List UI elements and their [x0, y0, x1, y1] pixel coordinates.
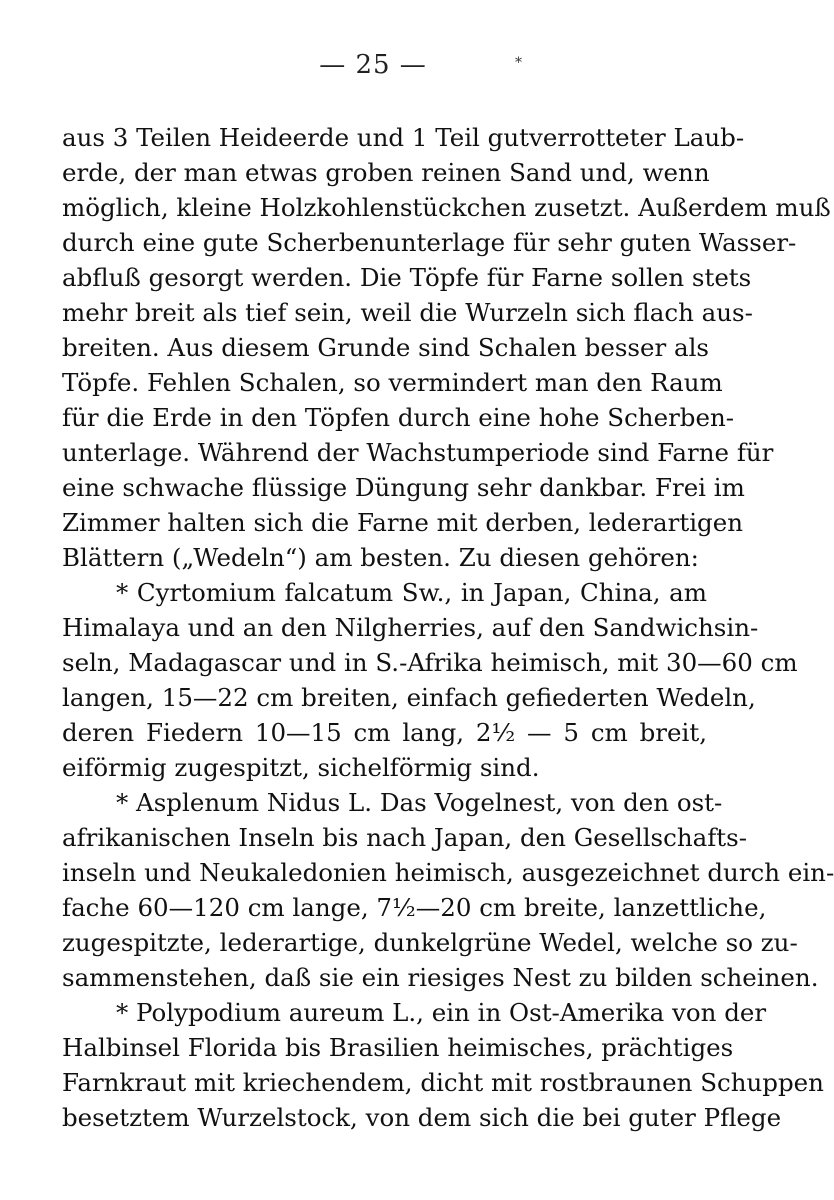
text-line: unterlage. Während der Wachstumperiode sind Farne für	[62, 438, 774, 467]
text-line: Zimmer halten sich die Farne mit derben, lederartigen	[62, 508, 743, 537]
text-line: fache 60—120 cm lange, 7½—20 cm breite, lanzettliche,	[62, 893, 767, 922]
text-line: eine schwache flüssige Düngung sehr dankbar. Frei im	[62, 473, 745, 502]
text-line: deren Fiedern 10—15 cm lang, 2½ — 5 cm breit,	[62, 718, 707, 747]
text-line: abfluß gesorgt werden. Die Töpfe für Farne sollen stets	[62, 263, 752, 292]
text-line: * Polypodium aureum L., ein in Ost-Amerika von der	[116, 998, 767, 1027]
asterisk-mark: *	[515, 55, 522, 71]
text-line: Farnkraut mit kriechendem, dicht mit rostbraunen Schuppen	[62, 1068, 824, 1097]
text-line: Blättern („Wedeln“) am besten. Zu diesen gehören:	[62, 543, 699, 572]
text-line: mehr breit als tief sein, weil die Wurzeln sich flach aus-	[62, 298, 753, 327]
text-line: breiten. Aus diesem Grunde sind Schalen besser als	[62, 333, 709, 362]
text-line: zugespitzte, lederartige, dunkelgrüne Wedel, welche so zu-	[62, 928, 798, 957]
text-line: Töpfe. Fehlen Schalen, so vermindert man den Raum	[62, 368, 723, 397]
text-line: für die Erde in den Töpfen durch eine hohe Scherben-	[62, 403, 735, 432]
text-line: seln, Madagascar und in S.-Afrika heimisch, mit 30—60 cm	[62, 648, 798, 677]
text-line: aus 3 Teilen Heideerde und 1 Teil gutverrotteter Laub-	[62, 123, 745, 152]
text-line: Himalaya und an den Nilgherries, auf den Sandwichsin-	[62, 613, 759, 642]
body-text	[62, 120, 834, 1135]
text-line: afrikanischen Inseln bis nach Japan, den Gesellschafts-	[62, 823, 747, 852]
text-line: inseln und Neukaledonien heimisch, ausgezeichnet durch ein-	[62, 858, 834, 887]
text-line: erde, der man etwas groben reinen Sand und, wenn	[62, 158, 710, 187]
text-line: * Cyrtomium falcatum Sw., in Japan, China, am	[116, 578, 707, 607]
text-line: Halbinsel Florida bis Brasilien heimisches, prächtiges	[62, 1033, 734, 1062]
text-line: sammenstehen, daß sie ein riesiges Nest zu bilden scheinen.	[62, 963, 819, 992]
page-number: — 25 —	[319, 50, 427, 80]
text-line: * Asplenum Nidus L. Das Vogelnest, von den ost-	[116, 788, 723, 817]
text-line: besetztem Wurzelstock, von dem sich die bei guter Pflege	[62, 1103, 782, 1132]
text-line: möglich, kleine Holzkohlenstückchen zusetzt. Außerdem muß	[62, 193, 831, 222]
text-line: eiförmig zugespitzt, sichelförmig sind.	[62, 753, 540, 782]
text-line: langen, 15—22 cm breiten, einfach gefiederten Wedeln,	[62, 683, 756, 712]
text-line: durch eine gute Scherbenunterlage für sehr guten Wasser-	[62, 228, 797, 257]
